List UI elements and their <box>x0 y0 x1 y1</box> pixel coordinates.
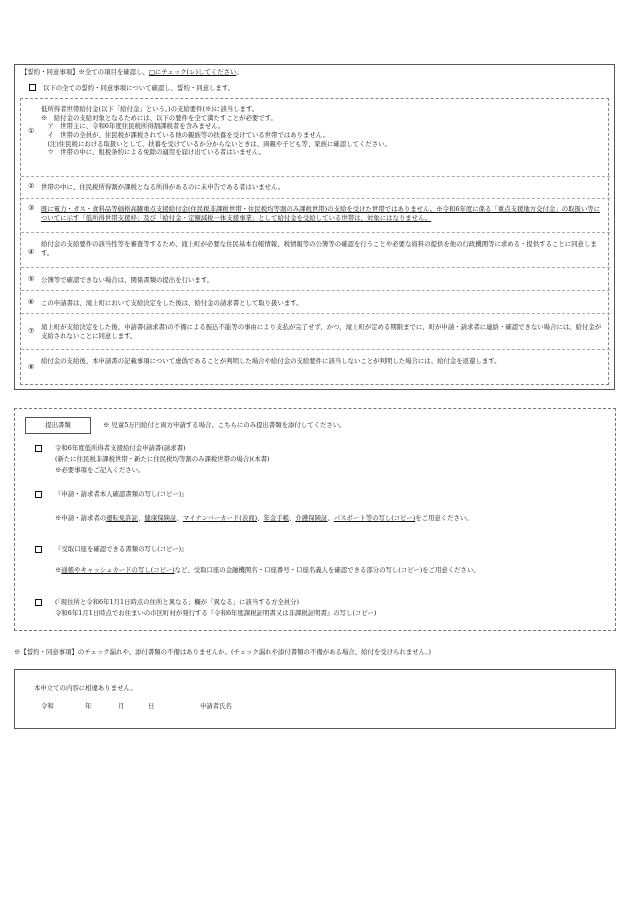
document-checkbox-bank[interactable] <box>35 546 42 553</box>
agree-all-row <box>29 84 234 93</box>
bank-documents-note: ※通帳やキャッシュカードの写し(コピー)など、受取口座の金融機関名・口座番号・口座名義人を確認できる部分の写し(コピー)をご用意ください。 <box>55 566 480 574</box>
pledge-header: 【誓約・同意事項】※全ての項目を確認し、□にチェック(レ)してください。 <box>21 68 243 76</box>
divider <box>21 267 610 268</box>
id-documents-list: ※申請・請求者の運転免許証、健康保険証、マイナンバーカード(表面)、年金手帳、介護保険証、パスポート等の写し(コピー)をご用意ください。 <box>55 514 473 522</box>
divider <box>21 198 610 199</box>
pledge-section <box>14 64 615 390</box>
pledge-item-1: ① 低所得者世帯給付金(以下「給付金」という。)の支給要件(※)に該当します。 ※ 給付金の支給対象となるためには、以下の要件を全て満たすことが必要です。 ア 世帯主に、令和6年度住民税所得割課税者を含みません。 イ 世帯の全員が、住民税が課税されている他の親族等の扶養を受けている世帯ではありません。 (注)住民税における取扱いとして、扶養を受けているか分からないときは、両親や子ども等、家族に確認してください。 ウ 世帯の中に、租税条約による免除の適用を届け出ている者はいません。 <box>28 105 391 157</box>
date-month-field[interactable]: 月 <box>118 702 125 710</box>
divider <box>21 176 610 177</box>
checklist-footnote: ※【誓約・同意事項】のチェック漏れや、添付書類の不備はありませんか。(チェック漏れや添付書類の不備がある場合、給付を受けられません。) <box>14 648 432 656</box>
agree-all-label: 以下の全ての誓約・同意事項について確認し、誓約・同意します。 <box>43 84 235 92</box>
divider <box>21 290 610 291</box>
documents-tag: 提出書類 <box>25 417 91 434</box>
divider <box>21 232 610 233</box>
pledge-items: ① 低所得者世帯給付金(以下「給付金」という。)の支給要件(※)に該当します。 ※ 給付金の支給対象となるためには、以下の要件を全て満たすことが必要です。 ア 世帯主に、令和6年度住民税所得割課税者を含みません。 イ 世帯の全員が、住民税が課税されている他の親族等の扶養を受けている世帯ではありません。 (注)住民税における取扱いとして、扶養を受けているか分からないときは、両親や子ども等、家族に確認してください。 ウ 世帯の中に、租税条約による免除の適用を届け出ている者はいません。 ② 世帯の中に、住民税所得割が課税となる所得があるのに未申告である者はいません。 ③ 既に電力・ガス・食料品等価格高騰重点支援給付金(住民税非課税世帯・住民税均等割のみ課税世帯)の支給を受けた世帯ではありません。※令和6年度に係る「重点支援地方交付金」の取扱い等についてに示す「低所得世帯支援枠」及び「給付金・定額減税一体支援事業」として給付金を受給している世帯は、対象にはなりません。 ④ 給付金の支給要件の該当性等を審査等するため、滝上町が必要な住民基本台帳情報、税情報等の公簿等の確認を行うことや必要な資料の提供を他の行政機関等に求める・提供することに同意します。 ⑤ 公簿等で確認できない場合は、関係書類の提出を行います。 ⑥ この申請書は、滝上町において支給決定をした後は、給付金の請求書として取り扱います。 ⑦ 滝上町が支給決定をした後、申請書(請求書)の不備による振込不能等の事由により支払が完了せず、かつ、滝上町が定める期限までに、町が申請・請求者に連絡・確認できない場合には、給付金が支給されないことに同意します。 ⑧ 給付金の支給後、本申請書の記載事項について虚偽であることが判明した場合や給付金の支給要件に該当しないことが判明した場合には、給付金を返還します。 <box>20 98 609 385</box>
agree-all-checkbox[interactable] <box>29 84 36 91</box>
documents-note: ※ 児童5万円給付と両方申請する場合、こちらにのみ提出書類を添付してください。 <box>103 421 346 429</box>
document-checkbox-id[interactable] <box>35 491 42 498</box>
divider <box>21 349 610 350</box>
documents-section: 提出書類 ※ 児童5万円給付と両方申請する場合、こちらにのみ提出書類を添付してください。 令和6年度低所得者支援給付金申請書(請求書) (新たに住民税非課税世帯・新たに住民税均等割のみ課税世帯の場合)(本書) ※必要事項をご記入ください。 『申請・請求者本人確認書類の写し(コピー)』 ※申請・請求者の運転免許証、健康保険証、マイナンバーカード(表面)、年金手帳、介護保険証、パスポート等の写し(コピー)をご用意ください。 『受取口座を確認できる書類の写し(コピー)』 ※通帳やキャッシュカードの写し(コピー)など、受取口座の金融機関名・口座番号・口座名義人を確認できる部分の写し(コピー)をご用意ください。 (「現住所と令和6年1月1日時点の住所と異なる」欄が「異なる」に該当する方全員分) 令和6年1月1日時点でお住まいの市区町村が発行する『令和6年度課税証明書又は非課税証明書』の写し(コピー) <box>14 408 616 631</box>
applicant-name-field[interactable]: 申請者氏名 <box>200 702 232 710</box>
document-checkbox-tax[interactable] <box>35 599 42 606</box>
divider <box>21 313 610 314</box>
document-checkbox-application[interactable] <box>35 445 42 452</box>
date-year-field[interactable]: 年 <box>85 702 92 710</box>
confirmation-section <box>14 669 616 729</box>
date-day-field[interactable]: 日 <box>148 702 155 710</box>
date-era: 令和 <box>41 702 54 710</box>
confirmation-text: 本申立ての内容に相違ありません。 <box>34 684 137 692</box>
